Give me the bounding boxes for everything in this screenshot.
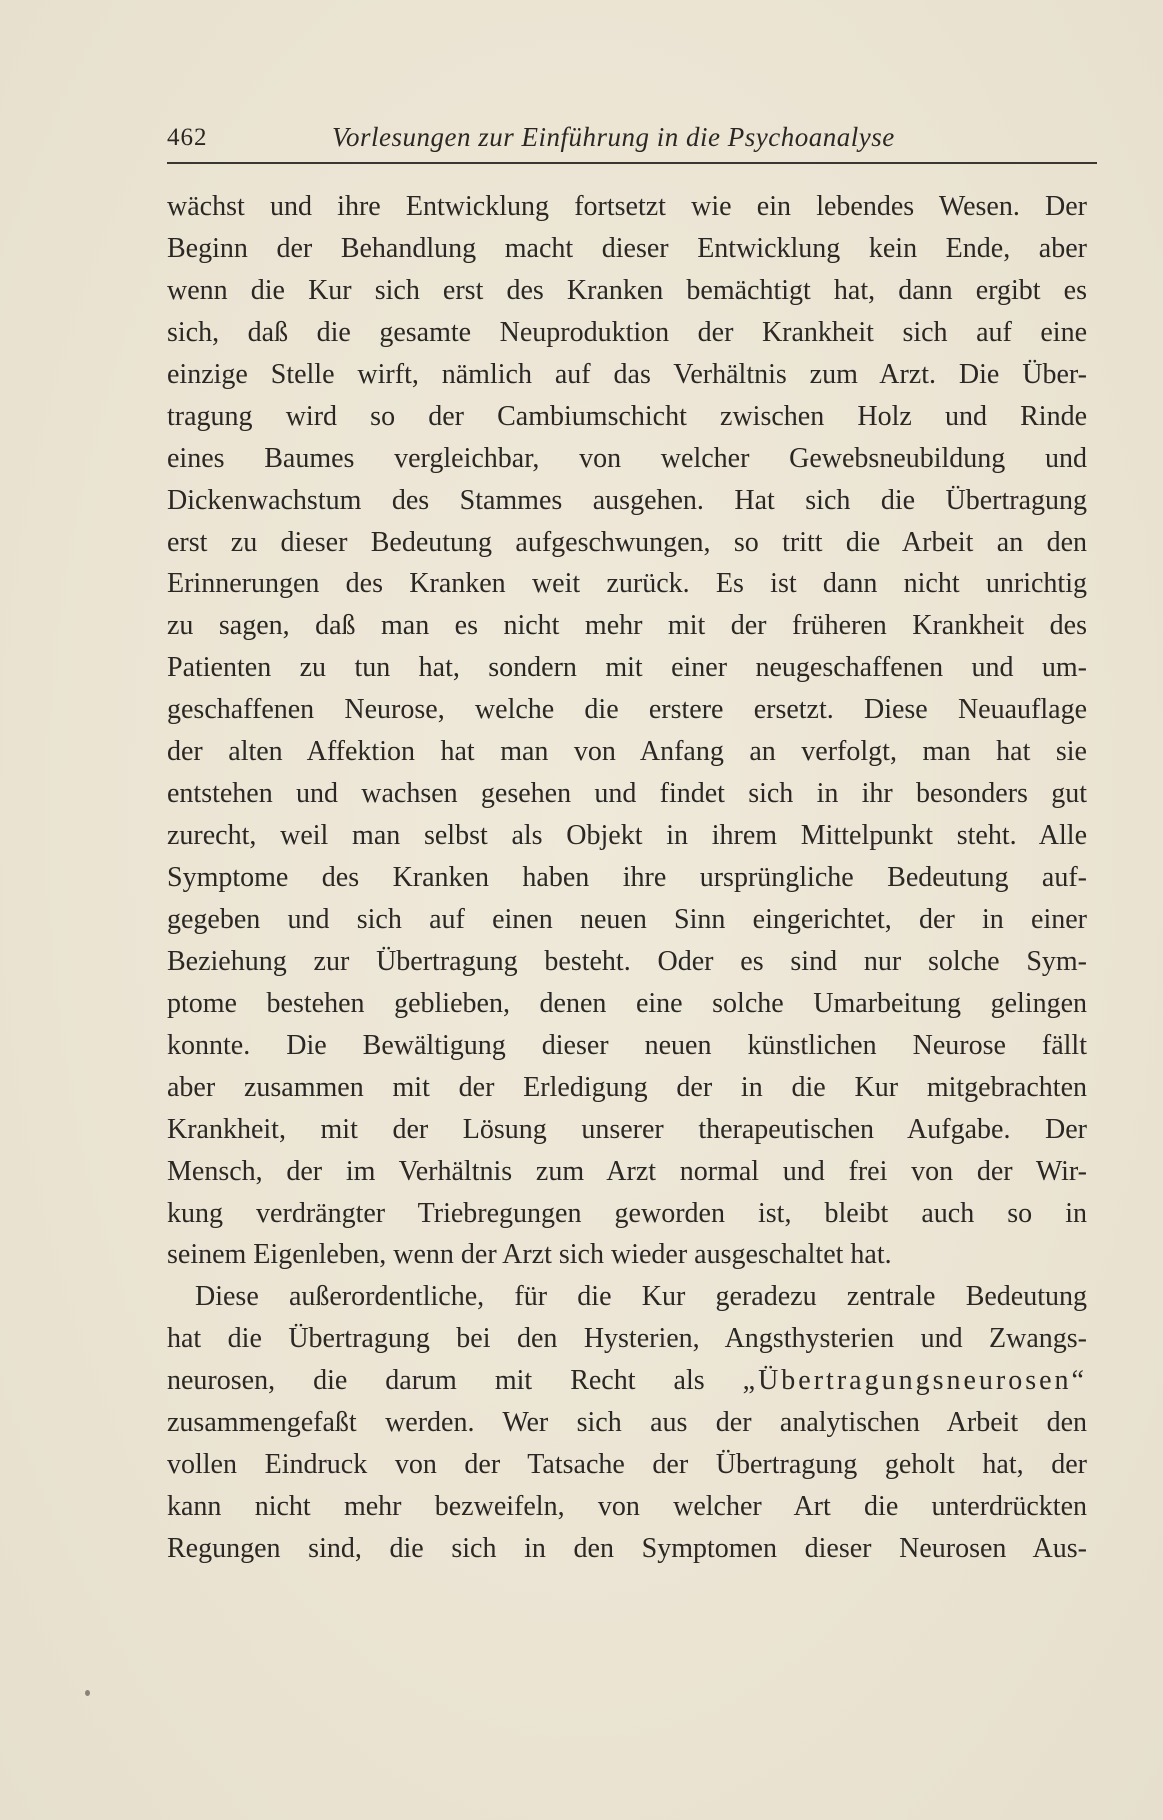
page-number: 462: [167, 124, 208, 151]
text-line: Beginn der Behandlung macht dieser Entwicklung kein Ende, aber: [167, 232, 1087, 264]
text-line: eines Baumes vergleichbar, von welcher Gewebsneubildung und: [167, 442, 1087, 474]
text-line: Regungen sind, die sich in den Symptomen dieser Neurosen Aus-: [167, 1533, 1087, 1564]
running-title: Vorlesungen zur Einführung in die Psychoanalyse: [332, 122, 895, 152]
text-line: gegeben und sich auf einen neuen Sinn eingerichtet, der in einer: [167, 903, 1087, 935]
text-line: Symptome des Kranken haben ihre ursprüngliche Bedeutung auf-: [167, 862, 1087, 893]
text-line: hat die Übertragung bei den Hysterien, Angsthysterien und Zwangs-: [167, 1323, 1087, 1355]
text-line: kung verdrängter Triebregungen geworden ist, bleibt auch so in: [167, 1197, 1087, 1229]
text-line: zusammengefaßt werden. Wer sich aus der analytischen Arbeit den: [167, 1407, 1087, 1439]
text-line: zurecht, weil man selbst als Objekt in ihrem Mittelpunkt steht. Alle: [167, 820, 1087, 852]
text-line: zu sagen, daß man es nicht mehr mit der früheren Krankheit des: [167, 610, 1087, 642]
text-line: [167, 1360, 1087, 1402]
text-line: sich, daß die gesamte Neuproduktion der Krankheit sich auf eine: [167, 316, 1087, 348]
body-text: [167, 186, 1087, 1570]
text-line: Krankheit, mit der Lösung unserer therapeutischen Aufgabe. Der: [167, 1113, 1087, 1145]
text-line: seinem Eigenleben, wenn der Arzt sich wieder ausgeschaltet hat.: [167, 1239, 892, 1271]
text-line: Diese außerordentliche, für die Kur geradezu zentrale Bedeutung: [195, 1281, 1087, 1313]
text-line: einzige Stelle wirft, nämlich auf das Verhältnis zum Arzt. Die Über-: [167, 358, 1087, 390]
text-line: der alten Affektion hat man von Anfang an verfolgt, man hat sie: [167, 736, 1087, 768]
page-header: [167, 118, 1097, 162]
text-line: aber zusammen mit der Erledigung der in die Kur mitgebrachten: [167, 1071, 1087, 1103]
text-segment: neurosen, die darum mit Recht als: [167, 1365, 705, 1397]
emphasized-term: „Übertragungsneurosen“: [742, 1365, 1087, 1397]
text-line: konnte. Die Bewältigung dieser neuen künstlichen Neurose fällt: [167, 1029, 1087, 1061]
text-line: vollen Eindruck von der Tatsache der Übertragung geholt hat, der: [167, 1449, 1087, 1481]
text-line: kann nicht mehr bezweifeln, von welcher Art die unterdrückten: [167, 1491, 1087, 1523]
text-line: wächst und ihre Entwicklung fortsetzt wie ein lebendes Wesen. Der: [167, 191, 1087, 222]
text-line: Erinnerungen des Kranken weit zurück. Es ist dann nicht unrichtig: [167, 568, 1087, 600]
text-line: wenn die Kur sich erst des Kranken bemächtigt hat, dann ergibt es: [167, 274, 1087, 306]
text-line: geschaffenen Neurose, welche die erstere ersetzt. Diese Neuauflage: [167, 694, 1087, 726]
text-line: Mensch, der im Verhältnis zum Arzt normal und frei von der Wir-: [167, 1155, 1087, 1187]
text-line: erst zu dieser Bedeutung aufgeschwungen, so tritt die Arbeit an den: [167, 526, 1087, 558]
text-line: Patienten zu tun hat, sondern mit einer neugeschaffenen und um-: [167, 652, 1087, 684]
ink-smudge: [85, 1690, 90, 1696]
text-line: ptome bestehen geblieben, denen eine solche Umarbeitung gelingen: [167, 987, 1087, 1019]
text-line: Beziehung zur Übertragung besteht. Oder es sind nur solche Sym-: [167, 945, 1087, 977]
text-line: tragung wird so der Cambiumschicht zwischen Holz und Rinde: [167, 400, 1087, 432]
header-rule: [167, 162, 1097, 164]
text-line: entstehen und wachsen gesehen und findet sich in ihr besonders gut: [167, 778, 1087, 810]
text-line: Dickenwachstum des Stammes ausgehen. Hat sich die Übertragung: [167, 484, 1087, 516]
